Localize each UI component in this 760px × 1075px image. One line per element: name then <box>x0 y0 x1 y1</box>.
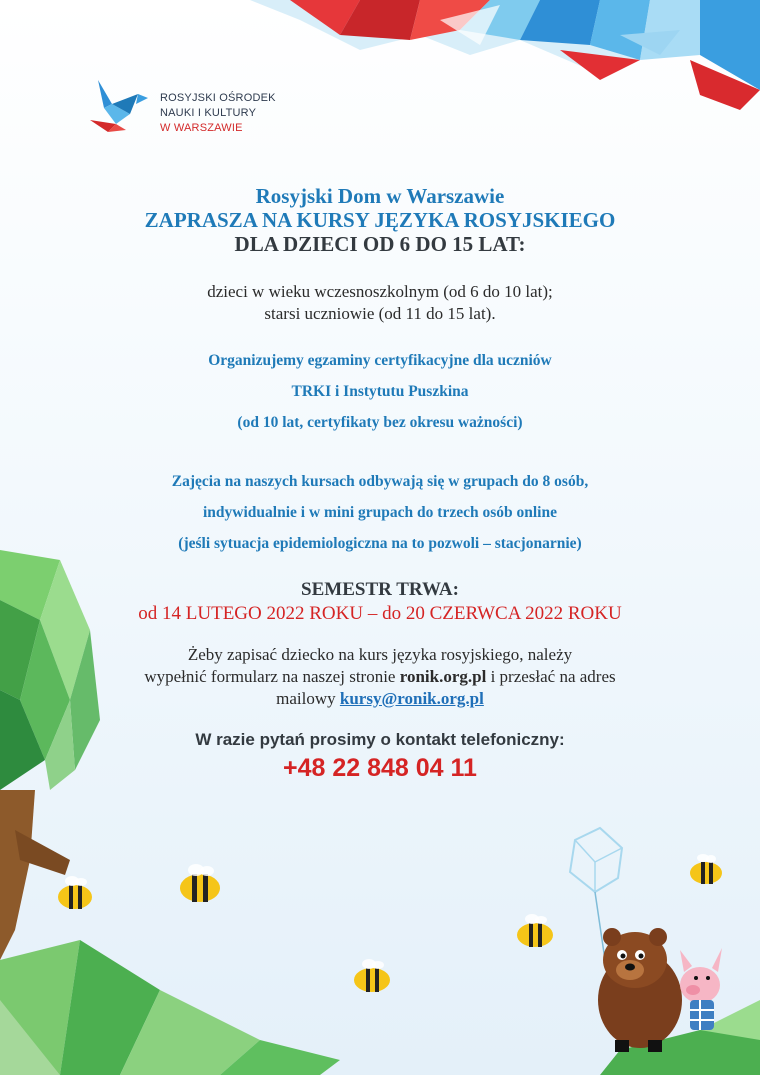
bee-icon <box>690 854 722 884</box>
email-link[interactable]: kursy@ronik.org.pl <box>339 689 484 708</box>
semester-dates: od 14 LUTEGO 2022 ROKU – do 20 CZERWCA 2022 ROKU <box>138 603 622 624</box>
heading-line-1: Rosyjski Dom w Warszawie <box>255 184 505 208</box>
bee-icon <box>354 959 390 992</box>
website-text: ronik.org.pl <box>399 667 487 686</box>
top-polygon-ribbon <box>250 0 760 110</box>
exams-line-3: (od 10 lat, certyfikaty bez okresu ważności) <box>237 414 523 431</box>
age-group-line-2: starsi uczniowie (od 11 do 15 lat). <box>264 304 496 323</box>
main-heading <box>0 184 760 256</box>
classes-line-3: (jeśli sytuacja epidemiologiczna na to pozwoli – stacjonarnie) <box>178 535 582 552</box>
bee-icon <box>58 876 92 909</box>
bee-icon <box>517 914 553 947</box>
signup-line-1: Żeby zapisać dziecko na kurs języka rosyjskiego, należy <box>187 645 573 664</box>
age-groups <box>0 281 760 325</box>
logo-line-3: W WARSZAWIE <box>160 122 243 134</box>
classes-line-1: Zajęcia na naszych kursach odbywają się w grupach do 8 osób, <box>171 473 589 490</box>
classes-line-2: indywidualnie i w mini grupach do trzech osób online <box>203 504 557 521</box>
exams-info <box>0 345 760 438</box>
exams-line-1: Organizujemy egzaminy certyfikacyjne dla uczniów <box>208 352 552 369</box>
signup-info <box>0 644 760 710</box>
age-group-line-1: dzieci w wieku wczesnoszkolnym (od 6 do 10 lat); <box>207 282 553 301</box>
contact-prompt: W razie pytań prosimy o kontakt telefoniczny: <box>195 730 565 749</box>
signup-line-3: mailowy kursy@ronik.org.pl <box>276 689 484 708</box>
logo-text <box>160 91 276 136</box>
classes-info <box>0 466 760 559</box>
logo-line-1: ROSYJSKI OŚRODEK <box>160 92 276 104</box>
signup-line-2: wypełnić formularz na naszej stronie ronik.org.pl i przesłać na adres <box>144 667 616 686</box>
exams-line-2: TRKI i Instytutu Puszkina <box>291 383 469 400</box>
heading-line-2: ZAPRASZA NA KURSY JĘZYKA ROSYJSKIEGO <box>144 208 616 232</box>
semester-info <box>0 578 760 626</box>
logo-line-2: NAUKI I KULTURY <box>160 107 257 119</box>
contact-info <box>0 729 760 785</box>
heading-line-3: DLA DZIECI OD 6 DO 15 LAT: <box>234 232 526 256</box>
tree-trunk <box>0 790 70 960</box>
piglet-character-icon <box>680 948 722 1030</box>
bee-icon <box>180 864 220 902</box>
semester-title: SEMESTR TRWA: <box>301 579 459 600</box>
phone-number[interactable]: +48 22 848 04 11 <box>283 754 477 782</box>
organization-logo <box>86 76 276 140</box>
origami-dove-icon <box>86 76 154 136</box>
bear-character-icon <box>598 928 682 1052</box>
